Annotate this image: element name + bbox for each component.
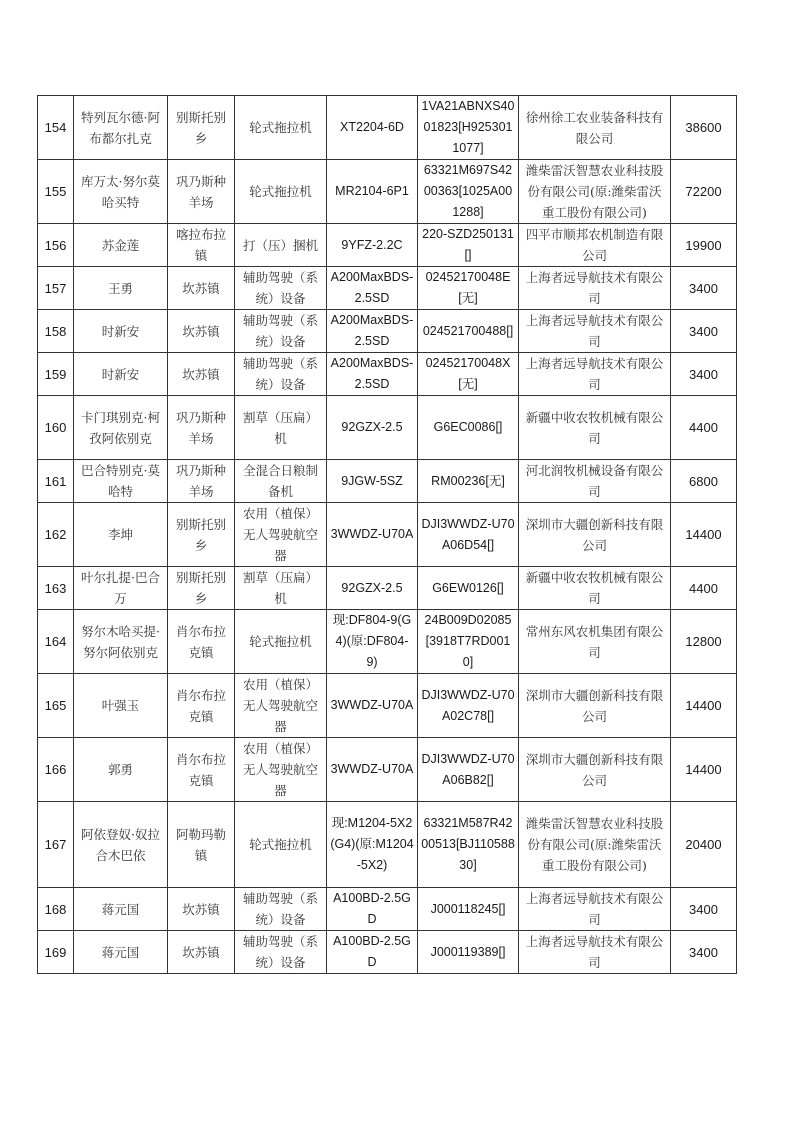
cell-model: 92GZX-2.5 (327, 396, 418, 460)
cell-serial-number: DJI3WWDZ-U70A06D54[] (418, 503, 519, 567)
cell-model: 现:DF804-9(G4)(原:DF804-9) (327, 610, 418, 674)
cell-serial-number: 63321M587R4200513[BJ11058830] (418, 802, 519, 888)
subsidy-table (37, 95, 737, 974)
cell-manufacturer: 上海者远导航技术有限公司 (519, 267, 671, 310)
cell-manufacturer: 潍柴雷沃智慧农业科技股份有限公司(原:潍柴雷沃重工股份有限公司) (519, 160, 671, 224)
cell-manufacturer: 深圳市大疆创新科技有限公司 (519, 674, 671, 738)
table-row (38, 267, 737, 310)
cell-machine-type: 轮式拖拉机 (235, 160, 327, 224)
cell-owner-name: 库万太·努尔莫哈买特 (74, 160, 168, 224)
cell-number: 156 (38, 224, 74, 267)
cell-model: 9JGW-5SZ (327, 460, 418, 503)
cell-model: MR2104-6P1 (327, 160, 418, 224)
cell-town: 巩乃斯种羊场 (168, 160, 235, 224)
cell-machine-type: 辅助驾驶（系统）设备 (235, 931, 327, 974)
cell-town: 肖尔布拉克镇 (168, 674, 235, 738)
cell-town: 别斯托别乡 (168, 567, 235, 610)
cell-number: 168 (38, 888, 74, 931)
cell-subsidy-amount: 6800 (671, 460, 737, 503)
table-row (38, 674, 737, 738)
table-body (38, 96, 737, 974)
cell-manufacturer: 深圳市大疆创新科技有限公司 (519, 738, 671, 802)
cell-town: 肖尔布拉克镇 (168, 610, 235, 674)
cell-machine-type: 轮式拖拉机 (235, 96, 327, 160)
cell-model: A100BD-2.5GD (327, 931, 418, 974)
document-page (37, 95, 737, 974)
cell-manufacturer: 上海者远导航技术有限公司 (519, 310, 671, 353)
cell-town: 肖尔布拉克镇 (168, 738, 235, 802)
cell-owner-name: 王勇 (74, 267, 168, 310)
cell-number: 164 (38, 610, 74, 674)
cell-owner-name: 特列瓦尔德·阿布都尔扎克 (74, 96, 168, 160)
cell-town: 坎苏镇 (168, 888, 235, 931)
cell-town: 别斯托别乡 (168, 503, 235, 567)
cell-model: XT2204-6D (327, 96, 418, 160)
table-row (38, 310, 737, 353)
cell-serial-number: DJI3WWDZ-U70A06B82[] (418, 738, 519, 802)
cell-town: 坎苏镇 (168, 931, 235, 974)
cell-subsidy-amount: 3400 (671, 888, 737, 931)
cell-machine-type: 打（压）捆机 (235, 224, 327, 267)
cell-owner-name: 蒋元国 (74, 888, 168, 931)
cell-number: 157 (38, 267, 74, 310)
cell-manufacturer: 常州东风农机集团有限公司 (519, 610, 671, 674)
cell-serial-number: 63321M697S4200363[1025A001288] (418, 160, 519, 224)
cell-manufacturer: 潍柴雷沃智慧农业科技股份有限公司(原:潍柴雷沃重工股份有限公司) (519, 802, 671, 888)
cell-manufacturer: 河北润牧机械设备有限公司 (519, 460, 671, 503)
cell-machine-type: 辅助驾驶（系统）设备 (235, 267, 327, 310)
cell-subsidy-amount: 14400 (671, 503, 737, 567)
table-row (38, 888, 737, 931)
cell-serial-number: 24B009D02085[3918T7RD0010] (418, 610, 519, 674)
cell-manufacturer: 四平市顺邦农机制造有限公司 (519, 224, 671, 267)
cell-manufacturer: 深圳市大疆创新科技有限公司 (519, 503, 671, 567)
cell-machine-type: 农用（植保）无人驾驶航空器 (235, 738, 327, 802)
table-row (38, 567, 737, 610)
cell-owner-name: 叶尔扎提·巴合万 (74, 567, 168, 610)
cell-number: 166 (38, 738, 74, 802)
cell-town: 别斯托别乡 (168, 96, 235, 160)
cell-machine-type: 农用（植保）无人驾驶航空器 (235, 503, 327, 567)
cell-serial-number: 02452170048E[无] (418, 267, 519, 310)
cell-model: 3WWDZ-U70A (327, 674, 418, 738)
cell-town: 坎苏镇 (168, 353, 235, 396)
cell-subsidy-amount: 72200 (671, 160, 737, 224)
cell-number: 165 (38, 674, 74, 738)
cell-owner-name: 巴合特别克·莫哈特 (74, 460, 168, 503)
cell-model: A200MaxBDS-2.5SD (327, 310, 418, 353)
cell-model: 3WWDZ-U70A (327, 503, 418, 567)
cell-serial-number: J000118245[] (418, 888, 519, 931)
cell-number: 162 (38, 503, 74, 567)
cell-manufacturer: 新疆中收农牧机械有限公司 (519, 567, 671, 610)
cell-subsidy-amount: 12800 (671, 610, 737, 674)
cell-manufacturer: 新疆中收农牧机械有限公司 (519, 396, 671, 460)
cell-model: A200MaxBDS-2.5SD (327, 353, 418, 396)
cell-machine-type: 轮式拖拉机 (235, 802, 327, 888)
table-row (38, 738, 737, 802)
cell-serial-number: 1VA21ABNXS4001823[H9253011077] (418, 96, 519, 160)
table-row (38, 224, 737, 267)
cell-owner-name: 努尔木哈买提·努尔阿依别克 (74, 610, 168, 674)
cell-town: 巩乃斯种羊场 (168, 460, 235, 503)
cell-serial-number: G6EC0086[] (418, 396, 519, 460)
table-row (38, 160, 737, 224)
cell-owner-name: 阿依登奴·奴拉合木巴依 (74, 802, 168, 888)
cell-machine-type: 辅助驾驶（系统）设备 (235, 310, 327, 353)
cell-number: 158 (38, 310, 74, 353)
cell-model: 92GZX-2.5 (327, 567, 418, 610)
cell-number: 161 (38, 460, 74, 503)
cell-model: 现:M1204-5X2(G4)(原:M1204-5X2) (327, 802, 418, 888)
cell-machine-type: 割草（压扁）机 (235, 567, 327, 610)
cell-manufacturer: 徐州徐工农业装备科技有限公司 (519, 96, 671, 160)
cell-owner-name: 苏金莲 (74, 224, 168, 267)
cell-number: 155 (38, 160, 74, 224)
cell-serial-number: 02452170048X[无] (418, 353, 519, 396)
cell-number: 163 (38, 567, 74, 610)
cell-machine-type: 割草（压扁）机 (235, 396, 327, 460)
cell-number: 167 (38, 802, 74, 888)
cell-owner-name: 时新安 (74, 310, 168, 353)
cell-manufacturer: 上海者远导航技术有限公司 (519, 888, 671, 931)
cell-machine-type: 辅助驾驶（系统）设备 (235, 353, 327, 396)
cell-machine-type: 辅助驾驶（系统）设备 (235, 888, 327, 931)
cell-owner-name: 郭勇 (74, 738, 168, 802)
table-row (38, 96, 737, 160)
cell-model: A100BD-2.5GD (327, 888, 418, 931)
table-row (38, 396, 737, 460)
cell-subsidy-amount: 4400 (671, 396, 737, 460)
cell-owner-name: 李坤 (74, 503, 168, 567)
cell-manufacturer: 上海者远导航技术有限公司 (519, 931, 671, 974)
table-row (38, 802, 737, 888)
cell-serial-number: DJI3WWDZ-U70A02C78[] (418, 674, 519, 738)
cell-number: 169 (38, 931, 74, 974)
cell-town: 巩乃斯种羊场 (168, 396, 235, 460)
cell-serial-number: G6EW0126[] (418, 567, 519, 610)
table-row (38, 503, 737, 567)
cell-owner-name: 叶强玉 (74, 674, 168, 738)
cell-town: 阿勒玛勒镇 (168, 802, 235, 888)
table-row (38, 353, 737, 396)
cell-serial-number: 024521700488[] (418, 310, 519, 353)
cell-subsidy-amount: 4400 (671, 567, 737, 610)
table-row (38, 931, 737, 974)
cell-owner-name: 时新安 (74, 353, 168, 396)
cell-subsidy-amount: 14400 (671, 674, 737, 738)
cell-subsidy-amount: 3400 (671, 353, 737, 396)
cell-model: 9YFZ-2.2C (327, 224, 418, 267)
cell-number: 154 (38, 96, 74, 160)
cell-machine-type: 轮式拖拉机 (235, 610, 327, 674)
cell-serial-number: J000119389[] (418, 931, 519, 974)
cell-manufacturer: 上海者远导航技术有限公司 (519, 353, 671, 396)
cell-owner-name: 蒋元国 (74, 931, 168, 974)
cell-machine-type: 全混合日粮制备机 (235, 460, 327, 503)
cell-subsidy-amount: 20400 (671, 802, 737, 888)
cell-model: 3WWDZ-U70A (327, 738, 418, 802)
cell-subsidy-amount: 3400 (671, 931, 737, 974)
cell-town: 坎苏镇 (168, 267, 235, 310)
cell-serial-number: 220-SZD250131[] (418, 224, 519, 267)
cell-number: 160 (38, 396, 74, 460)
cell-machine-type: 农用（植保）无人驾驶航空器 (235, 674, 327, 738)
cell-town: 坎苏镇 (168, 310, 235, 353)
table-row (38, 610, 737, 674)
cell-model: A200MaxBDS-2.5SD (327, 267, 418, 310)
cell-subsidy-amount: 3400 (671, 310, 737, 353)
cell-serial-number: RM00236[无] (418, 460, 519, 503)
cell-town: 喀拉布拉镇 (168, 224, 235, 267)
cell-subsidy-amount: 3400 (671, 267, 737, 310)
cell-owner-name: 卡门琪别克·柯孜阿依别克 (74, 396, 168, 460)
cell-subsidy-amount: 14400 (671, 738, 737, 802)
cell-subsidy-amount: 38600 (671, 96, 737, 160)
cell-subsidy-amount: 19900 (671, 224, 737, 267)
table-row (38, 460, 737, 503)
cell-number: 159 (38, 353, 74, 396)
